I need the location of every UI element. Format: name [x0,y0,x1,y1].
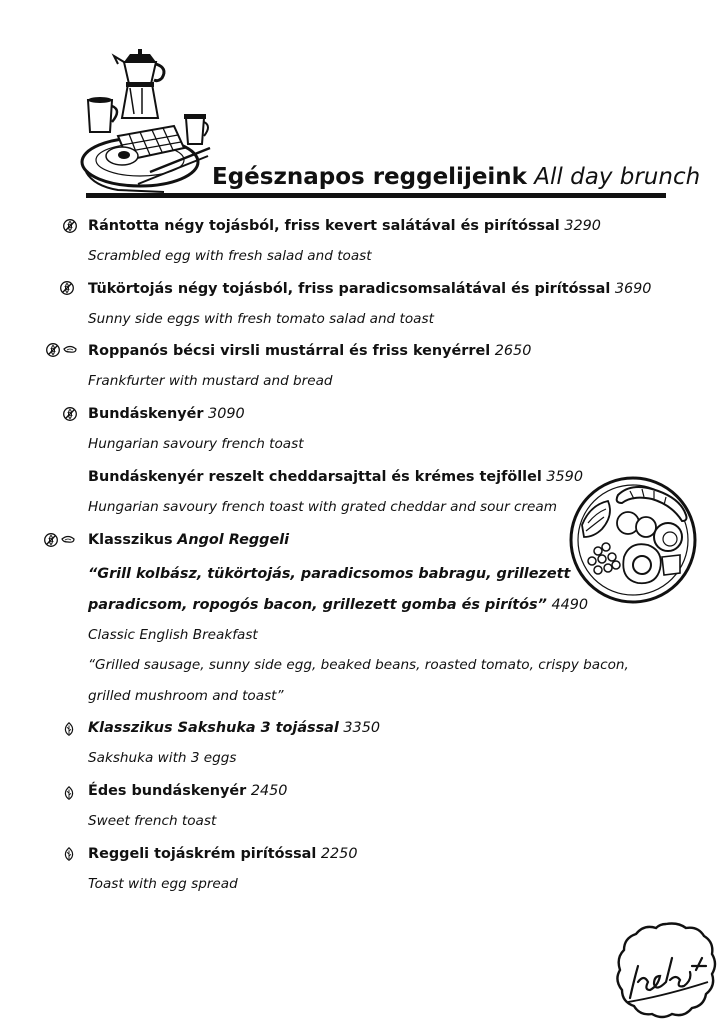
menu-item-description: Frankfurter with mustard and bread [88,373,333,389]
menu-item-title [88,404,245,424]
menu-item-detail-line: “Grill kolbász, tükörtojás, paradicsomos babragu, grillezett [88,566,571,582]
no-gluten-icon [45,342,61,358]
menu-item-title [88,781,287,801]
no-gluten-icon [62,218,78,234]
kelet-logo-stamp [614,920,718,1020]
menu-item-description: grilled mushroom and toast” [88,688,284,704]
menu-item-description: “Grilled sausage, sunny side egg, beaked beans, roasted tomato, crispy bacon, [88,657,629,673]
no-gluten-icon [59,280,75,296]
vegetarian-leaf-icon [61,846,77,862]
menu-item-title [88,216,601,236]
menu-item-name: Bundáskenyér reszelt cheddarsajttal és krémes tejföllel [88,469,542,485]
menu-item-description: Scrambled egg with fresh salad and toast [88,248,372,264]
english-breakfast-plate-illustration [568,475,698,605]
menu-item-price: 3350 [343,720,381,736]
no-gluten-icon [43,532,59,548]
menu-item-title [88,844,358,864]
menu-item-description: Sweet french toast [88,813,217,829]
menu-item-price: 2250 [320,846,358,862]
menu-item-name: Bundáskenyér [88,406,204,422]
menu-item-name: Roppanós bécsi virsli mustárral és friss kenyérrel [88,343,491,359]
menu-item-description: Classic English Breakfast [88,627,258,643]
menu-item-description: Toast with egg spread [88,876,238,892]
menu-item-name: Rántotta négy tojásból, friss kevert salátával és pirítóssal [88,218,560,234]
vegetarian-leaf-icon [61,721,77,737]
vegetarian-leaf-icon [61,785,77,801]
sausage-icon [62,342,78,358]
title-hungarian: Egésznapos reggelijeink [212,164,527,190]
no-gluten-icon [62,406,78,422]
menu-item-name-prefix: Klasszikus [88,532,173,548]
menu-item-price: 3290 [564,218,601,234]
menu-item-name: Reggeli tojáskrém pirítóssal [88,846,317,862]
menu-item-description: Sunny side eggs with fresh tomato salad and toast [88,311,434,327]
menu-item-price: 3590 [546,469,583,485]
menu-item-title [88,341,531,361]
menu-item-price: 3690 [614,281,652,297]
menu-item-price: 2450 [250,783,288,799]
title-english: All day brunch [534,164,701,190]
menu-item-title [88,279,651,299]
menu-item-name: Tükörtojás négy tojásból, friss paradicsomsalátával és pirítóssal [88,281,611,297]
menu-item-name: Klasszikus Sakshuka 3 tojással [88,720,339,736]
menu-item-price: 4490 [551,597,589,613]
breakfast-table-illustration [78,44,218,196]
menu-item-description: Hungarian savoury french toast with grated cheddar and sour cream [88,499,557,515]
menu-item-detail [88,595,588,615]
menu-item-title [88,718,380,738]
menu-item-title [88,530,289,550]
menu-item-price: 2650 [494,343,532,359]
sausage-icon [60,532,76,548]
menu-item-price: 3090 [208,406,245,422]
menu-item-description: Sakshuka with 3 eggs [88,750,237,766]
menu-item-name: Édes bundáskenyér [88,783,247,799]
menu-item-name-italic: Angol Reggeli [177,532,290,548]
menu-item-detail [88,564,570,584]
menu-item-title [88,467,583,487]
page-title [212,162,700,192]
menu-item-detail-line: paradicsom, ropogós bacon, grillezett gomba és pirítós” [88,597,547,613]
header-rule [86,193,666,198]
menu-item-description: Hungarian savoury french toast [88,436,304,452]
